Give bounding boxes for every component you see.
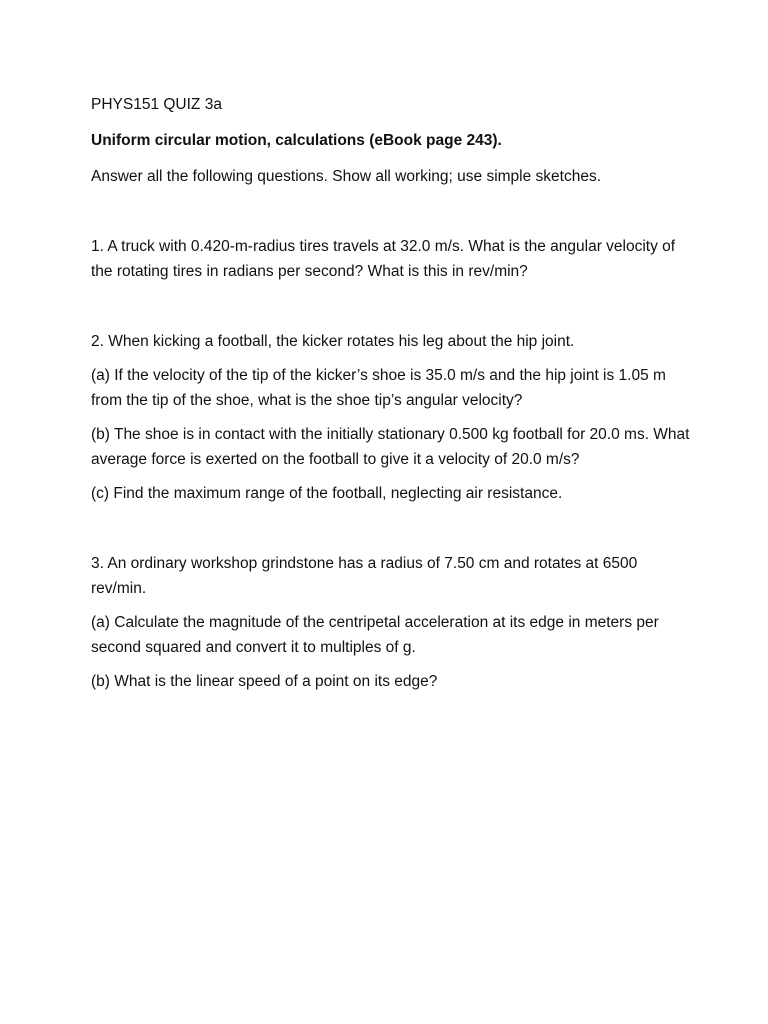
question-text: 1. A truck with 0.420-m-radius tires travels at 32.0 m/s. What is the angular velocity of the rotating tires in radians per second? What is this in rev/min?: [91, 238, 676, 280]
question-part: (a) Calculate the magnitude of the centripetal acceleration at its edge in meters per second squared and convert it to multiples of g.: [91, 614, 659, 656]
question-3: [91, 551, 691, 694]
document-body: [91, 92, 691, 703]
question-1: [91, 234, 691, 284]
question-part: (c) Find the maximum range of the football, neglecting air resistance.: [91, 485, 563, 502]
question-text: 2. When kicking a football, the kicker rotates his leg about the hip joint.: [91, 333, 575, 350]
quiz-subtitle: Uniform circular motion, calculations (eBook page 243).: [91, 132, 502, 149]
question-2: [91, 329, 691, 506]
quiz-instructions: Answer all the following questions. Show all working; use simple sketches.: [91, 168, 602, 185]
quiz-title: PHYS151 QUIZ 3a: [91, 96, 222, 113]
question-part: (a) If the velocity of the tip of the kicker’s shoe is 35.0 m/s and the hip joint is 1.05 m from the tip of the shoe, what is the shoe tip’s angular velocity?: [91, 367, 666, 409]
question-part: (b) What is the linear speed of a point on its edge?: [91, 673, 438, 690]
question-text: 3. An ordinary workshop grindstone has a radius of 7.50 cm and rotates at 6500 rev/min.: [91, 555, 638, 597]
question-part: (b) The shoe is in contact with the initially stationary 0.500 kg football for 20.0 ms. What average force is exerted on the football to give it a velocity of 20.0 m/s?: [91, 426, 690, 468]
